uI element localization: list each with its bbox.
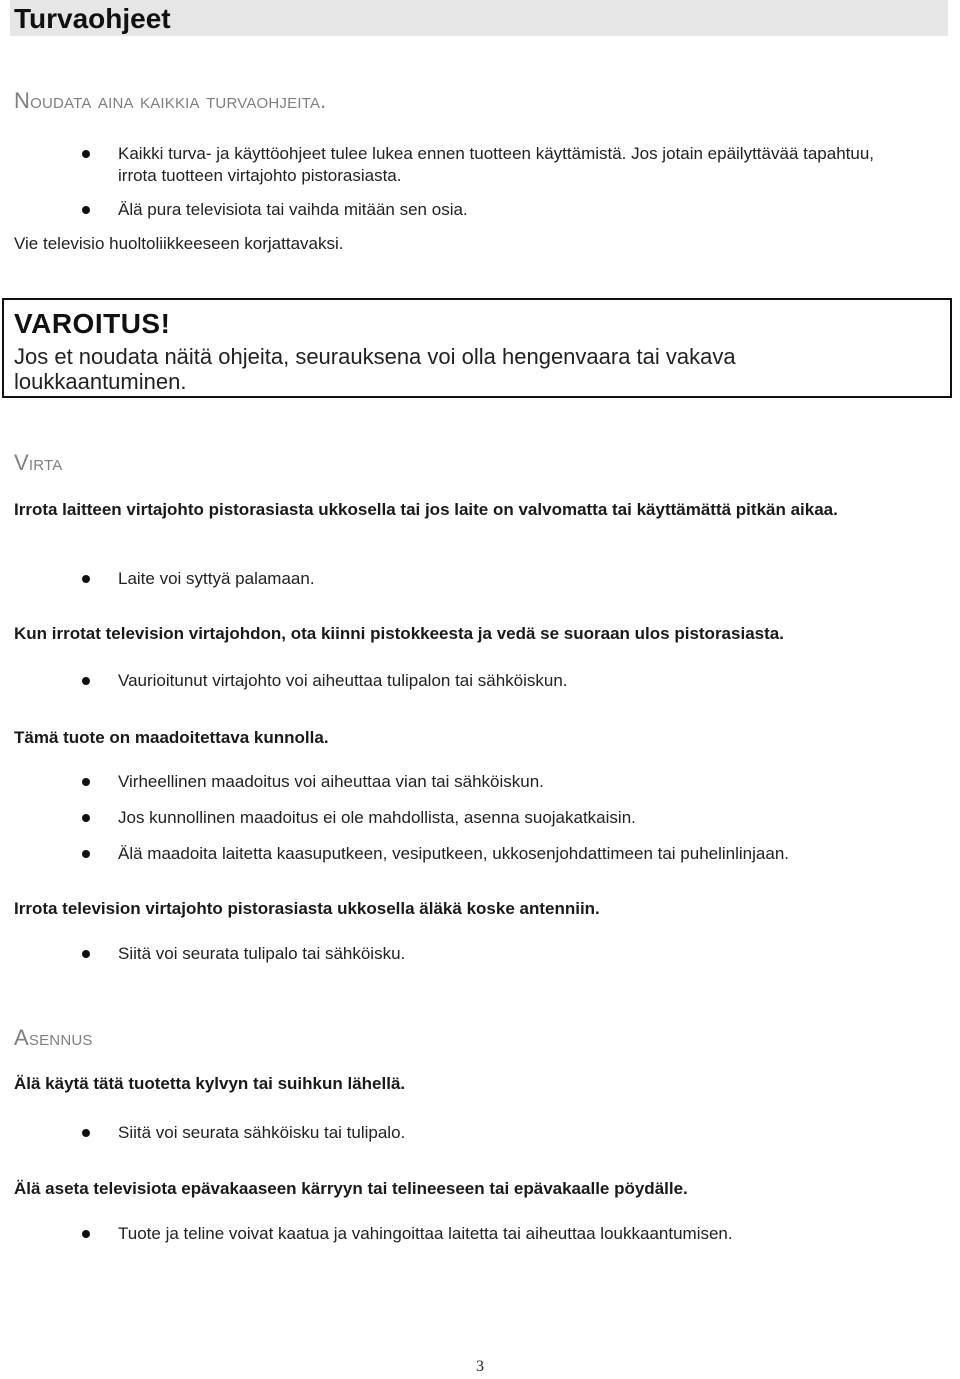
intro-bullet-1: [88, 143, 908, 187]
intro-heading: Noudata aina kaikkia turvaohjeita.: [14, 88, 327, 113]
page-number: 3: [476, 1358, 484, 1375]
intro-bullet-2: [88, 199, 908, 221]
virta-bullet-3b: [88, 807, 908, 829]
virta-bullet-3a-text: Virheellinen maadoitus voi aiheuttaa vian tai sähköiskun.: [118, 772, 544, 791]
intro-note: Vie televisio huoltoliikkeeseen korjattavaksi.: [14, 234, 344, 253]
page-title-bar: [10, 0, 948, 36]
asennus-bullet-2-text: Tuote ja teline voivat kaatua ja vahingoittaa laitetta tai aiheuttaa loukkaantumisen.: [118, 1224, 733, 1243]
virta-bullet-1: [88, 568, 908, 590]
virta-bullet-3b-text: Jos kunnollinen maadoitus ei ole mahdollista, asenna suojakatkaisin.: [118, 808, 636, 827]
bullet-icon: [82, 814, 90, 822]
warning-text: Jos et noudata näitä ohjeita, seurauksena voi olla hengenvaara tai vakava loukkaantuminen.: [14, 344, 736, 394]
virta-paragraph-1: Irrota laitteen virtajohto pistorasiasta ukkosella tai jos laite on valvomatta tai käyttämättä pitkän aikaa.: [14, 500, 838, 519]
asennus-heading: Asennus: [14, 1025, 93, 1050]
virta-bullet-2-text: Vaurioitunut virtajohto voi aiheuttaa tulipalon tai sähköiskun.: [118, 671, 568, 690]
intro-bullet-1-text: Kaikki turva- ja käyttöohjeet tulee lukea ennen tuotteen käyttämistä. Jos jotain epäilyttävää tapahtuu, irrota tuotteen virtajohto pistorasiasta.: [118, 144, 875, 185]
asennus-bullet-1: [88, 1122, 908, 1144]
bullet-icon: [82, 206, 90, 214]
warning-box: [2, 298, 952, 398]
virta-bullet-2: [88, 670, 908, 692]
asennus-paragraph-1: Älä käytä tätä tuotetta kylvyn tai suihkun lähellä.: [14, 1074, 406, 1093]
bullet-icon: [82, 850, 90, 858]
asennus-bullet-2: [88, 1223, 908, 1245]
virta-heading: Virta: [14, 450, 63, 475]
bullet-icon: [82, 677, 90, 685]
virta-paragraph-2: Kun irrotat television virtajohdon, ota kiinni pistokkeesta ja vedä se suoraan ulos pistorasiasta.: [14, 624, 784, 643]
asennus-bullet-1-text: Siitä voi seurata sähköisku tai tulipalo.: [118, 1123, 406, 1142]
virta-bullet-1-text: Laite voi syttyä palamaan.: [118, 569, 315, 588]
bullet-icon: [82, 150, 90, 158]
virta-bullet-4: [88, 943, 908, 965]
virta-paragraph-3: Tämä tuote on maadoitettava kunnolla.: [14, 728, 329, 747]
bullet-icon: [82, 1230, 90, 1238]
bullet-icon: [82, 950, 90, 958]
asennus-paragraph-2: Älä aseta televisiota epävakaaseen kärryyn tai telineeseen tai epävakaalle pöydälle.: [14, 1179, 688, 1198]
bullet-icon: [82, 575, 90, 583]
bullet-icon: [82, 778, 90, 786]
virta-paragraph-4: Irrota television virtajohto pistorasiasta ukkosella äläkä koske antenniin.: [14, 899, 600, 918]
virta-bullet-3c-text: Älä maadoita laitetta kaasuputkeen, vesiputkeen, ukkosenjohdattimeen tai puhelinlinjaan.: [118, 844, 790, 863]
virta-bullet-3c: [88, 843, 908, 865]
virta-bullet-4-text: Siitä voi seurata tulipalo tai sähköisku.: [118, 944, 406, 963]
virta-bullet-3a: [88, 771, 908, 793]
warning-title: VAROITUS!: [14, 308, 171, 339]
intro-bullet-2-text: Älä pura televisiota tai vaihda mitään sen osia.: [118, 200, 468, 219]
bullet-icon: [82, 1129, 90, 1137]
page-title: Turvaohjeet: [14, 3, 171, 34]
